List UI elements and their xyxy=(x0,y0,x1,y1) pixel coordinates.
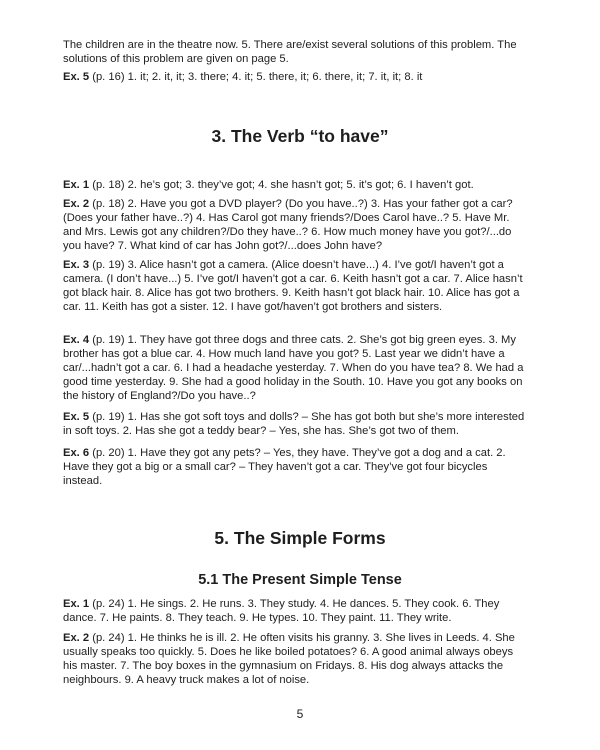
exercise-paragraph xyxy=(63,197,525,253)
exercise-text: (p. 24) 1. He thinks he is ill. 2. He often visits his granny. 3. She lives in Leeds. 4. She usually speaks too quickly. 5. Does he like boiled potatoes? 6. A good animal always obeys his master. 7. The boy boxes in the gymnasium on Fridays. 8. His dog always attacks the neighbours. 9. A heavy truck makes a lot of noise. xyxy=(63,632,515,686)
exercise-paragraph xyxy=(63,258,525,314)
subsection-title: 5.1 The Present Simple Tense xyxy=(198,572,402,588)
exercise-label: Ex. 1 xyxy=(63,598,90,610)
exercise-label: Ex. 5 xyxy=(63,71,90,83)
exercise-label: Ex. 6 xyxy=(63,447,90,459)
exercise-paragraph xyxy=(63,410,525,438)
page-number: 5 xyxy=(296,707,304,721)
exercise-label: Ex. 2 xyxy=(63,198,90,210)
exercise-text: (p. 19) 1. Has she got soft toys and dolls? – She has got both but she’s more interested in soft toys. 2. Has she got a teddy bear? – Yes, she has. She’s got two of them. xyxy=(63,411,525,437)
exercise-text: (p. 18) 2. Have you got a DVD player? (Do you have..?) 3. Has your father got a car? (Does your father have..?) 4. Has Carol got many friends?/Does Carol have..? 5. Have Mr. and Mrs. Lewis got any children?/Do they have..? 6. How much money have you got?/...do you have? 7. What kind of car has John got?/...does John have? xyxy=(63,198,513,252)
exercise-text: (p. 18) 2. he’s got; 3. they’ve got; 4. she hasn’t got; 5. it’s got; 6. I haven’t got. xyxy=(89,179,474,191)
section-title: 3. The Verb “to have” xyxy=(211,126,389,146)
exercise-text: (p. 24) 1. He sings. 2. He runs. 3. They study. 4. He dances. 5. They cook. 6. They dance. 7. He paints. 8. They teach. 9. He types. 10. They paint. 11. They write. xyxy=(63,598,500,624)
exercise-label: Ex. 4 xyxy=(63,334,90,346)
exercise-paragraph xyxy=(63,333,525,403)
exercise-text: (p. 20) 1. Have they got any pets? – Yes, they have. They’ve got a dog and a cat. 2. Have they got a big or a small car? – They haven’t got a car. They’ve got four bicycles instead. xyxy=(63,447,506,487)
exercise-paragraph xyxy=(63,178,525,192)
exercise-paragraph xyxy=(63,597,525,625)
exercise-paragraph xyxy=(63,631,525,687)
exercise-text: (p. 16) 1. it; 2. it, it; 3. there; 4. it; 5. there, it; 6. there, it; 7. it, it; 8. it xyxy=(89,71,423,83)
exercise-paragraph xyxy=(63,446,525,488)
exercise-text: (p. 19) 1. They have got three dogs and three cats. 2. She’s got big green eyes. 3. My brother has got a blue car. 4. How much land have you got? 5. Last year we didn’t have a car/...hadn’t got a car. 6. I had a headache yesterday. 7. When do you have tea? 8. We had a good time yesterday. 9. She had a good holiday in the South. 10. Have you got any books on the history of England?/Do you have..? xyxy=(63,334,524,402)
intro-paragraph: The children are in the theatre now. 5. There are/exist several solutions of this problem. The solutions of this problem are given on page 5. xyxy=(63,39,517,65)
exercise-text: (p. 19) 3. Alice hasn’t got a camera. (Alice doesn’t have...) 4. I’ve got/I haven’t got a camera. (I don’t have...) 5. I’ve got/I haven’t got a car. 6. Keith hasn’t got a car. 7. Alice hasn’t got black hair. 8. Alice has got two brothers. 9. Keith hasn’t got black hair. 10. Alice has got a car. 11. Keith has got a sister. 12. I have got/haven’t got brothers and sisters. xyxy=(63,259,523,313)
exercise-label: Ex. 5 xyxy=(63,411,90,423)
exercise-label: Ex. 2 xyxy=(63,632,90,644)
section-title: 5. The Simple Forms xyxy=(214,528,386,548)
exercise-label: Ex. 3 xyxy=(63,259,90,271)
exercise-paragraph xyxy=(63,70,525,84)
exercise-label: Ex. 1 xyxy=(63,179,90,191)
